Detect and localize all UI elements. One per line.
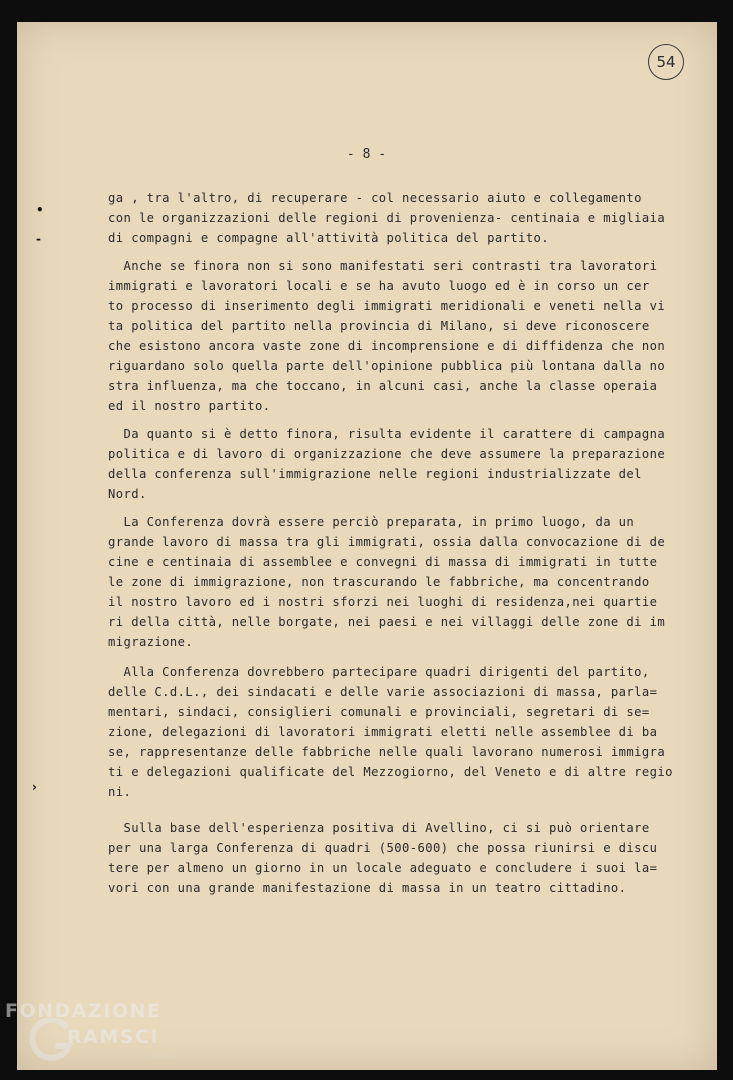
text-line: Sulla base dell'esperienza positiva di Avellino, ci si può orientare [108,821,650,835]
text-line: stra influenza, ma che toccano, in alcuni casi, anche la classe operaia [108,379,658,393]
text-line: di compagni e compagne all'attività politica del partito. [108,231,550,245]
text-line: se, rappresentanze delle fabbriche nelle quali lavorano numerosi immigra [108,745,666,759]
text-line: della conferenza sull'immigrazione nelle regioni industrializzate del [108,467,642,481]
text-line: le zone di immigrazione, non trascurando le fabbriche, ma concentrando [108,575,650,589]
text-line: to processo di inserimento degli immigrati meridionali e veneti nella vi [108,299,666,313]
watermark-line2: RAMSCI [67,1026,159,1048]
text-line: ni. [108,785,132,799]
page-number: - 8 - [346,147,387,162]
text-line: Da quanto si è detto finora, risulta evidente il carattere di campagna [108,427,666,441]
text-line: zione, delegazioni di lavoratori immigrati eletti nelle assemblee di ba [108,725,658,739]
watermark-line1: FONDAZIONE [5,1000,162,1022]
text-line: immigrati e lavoratori locali e se ha avuto luogo ed è in corso un cer [108,279,650,293]
text-line: ed il nostro partito. [108,399,271,413]
text-line: cine e centinaia di assemblee e convegni di massa di immigrati in tutte [108,555,658,569]
text-line: per una larga Conferenza di quadri (500-600) che possa riunirsi e discu [108,841,658,855]
text-line: ti e delegazioni qualificate del Mezzogiorno, del Veneto e di altre regio [108,765,673,779]
text-line: Nord. [108,487,147,501]
text-line: ga , tra l'altro, di recuperare - col necessario aiuto e collegamento [108,191,642,205]
watermark-onlus: onlus [151,1052,176,1062]
text-line: politica e di lavoro di organizzazione che deve assumere la preparazione [108,447,666,461]
margin-mark: › [32,780,37,794]
text-line: grande lavoro di massa tra gli immigrati, ossia dalla convocazione di de [108,535,666,549]
text-line: riguardano solo quella parte dell'opinione pubblica più lontana dalla no [108,359,666,373]
text-line: migrazione. [108,635,194,649]
archive-number-stamp: 54 [648,44,684,80]
text-line: vori con una grande manifestazione di massa in un teatro cittadino. [108,881,627,895]
fondazione-gramsci-watermark [5,1000,205,1080]
text-line: ta politica del partito nella provincia di Milano, si deve riconoscere [108,319,650,333]
text-line: il nostro lavoro ed i nostri sforzi nei luoghi di residenza,nei quartie [108,595,658,609]
text-line: tere per almeno un giorno in un locale adeguato e concludere i suoi la= [108,861,658,875]
text-line: Anche se finora non si sono manifestati seri contrasti tra lavoratori [108,259,658,273]
text-line: Alla Conferenza dovrebbero partecipare quadri dirigenti del partito, [108,665,650,679]
text-line: delle C.d.L., dei sindacati e delle varie associazioni di massa, parla= [108,685,658,699]
text-line: con le organizzazioni delle regioni di provenienza- centinaia e migliaia [108,211,666,225]
text-line: che esistono ancora vaste zone di incomprensione e di diffidenza che non [108,339,666,353]
text-line: mentari, sindaci, consiglieri comunali e provinciali, segretari di se= [108,705,650,719]
margin-mark: - [36,232,41,246]
text-line: ri della città, nelle borgate, nei paesi e nei villaggi delle zone di im [108,615,666,629]
text-line: La Conferenza dovrà essere perciò preparata, in primo luogo, da un [108,515,635,529]
margin-mark: • [36,203,44,217]
